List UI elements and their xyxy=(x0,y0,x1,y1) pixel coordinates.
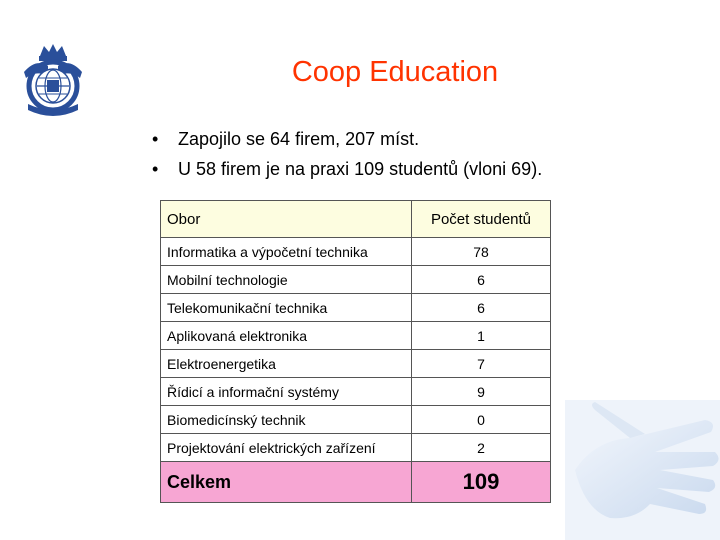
field-cell: Řídicí a informační systémy xyxy=(161,378,412,406)
field-cell: Elektroenergetika xyxy=(161,350,412,378)
table-row xyxy=(161,266,551,294)
table-row xyxy=(161,322,551,350)
count-cell: 9 xyxy=(412,378,551,406)
total-count: 109 xyxy=(412,462,551,503)
field-cell: Projektování elektrických zařízení xyxy=(161,434,412,462)
table-row xyxy=(161,406,551,434)
count-cell: 2 xyxy=(412,434,551,462)
count-cell: 0 xyxy=(412,406,551,434)
table-total-row xyxy=(161,462,551,503)
table-row xyxy=(161,294,551,322)
page-title: Coop Education xyxy=(291,56,499,88)
table-row xyxy=(161,350,551,378)
field-cell: Informatika a výpočetní technika xyxy=(161,238,412,266)
count-cell: 1 xyxy=(412,322,551,350)
total-label: Celkem xyxy=(161,462,412,503)
bullet-icon: • xyxy=(152,159,159,179)
table-row xyxy=(161,378,551,406)
field-cell: Mobilní technologie xyxy=(161,266,412,294)
bullet-item xyxy=(152,154,542,184)
bullet-list xyxy=(152,124,542,184)
bullet-text: Zapojilo se 64 firem, 207 míst. xyxy=(178,129,420,149)
table-row xyxy=(161,434,551,462)
bullet-item xyxy=(152,124,542,154)
field-cell: Telekomunikační technika xyxy=(161,294,412,322)
count-cell: 78 xyxy=(412,238,551,266)
table-row xyxy=(161,238,551,266)
column-header-field: Obor xyxy=(161,201,412,238)
field-cell: Aplikovaná elektronika xyxy=(161,322,412,350)
hand-watermark-icon xyxy=(555,400,720,540)
bullet-icon: • xyxy=(152,129,159,149)
students-table xyxy=(160,200,551,503)
count-cell: 6 xyxy=(412,266,551,294)
column-header-count: Počet studentů xyxy=(412,201,551,238)
count-cell: 7 xyxy=(412,350,551,378)
field-cell: Biomedicínský technik xyxy=(161,406,412,434)
table-header-row xyxy=(161,201,551,238)
count-cell: 6 xyxy=(412,294,551,322)
bullet-text: U 58 firem je na praxi 109 studentů (vloni 69). xyxy=(178,159,543,179)
